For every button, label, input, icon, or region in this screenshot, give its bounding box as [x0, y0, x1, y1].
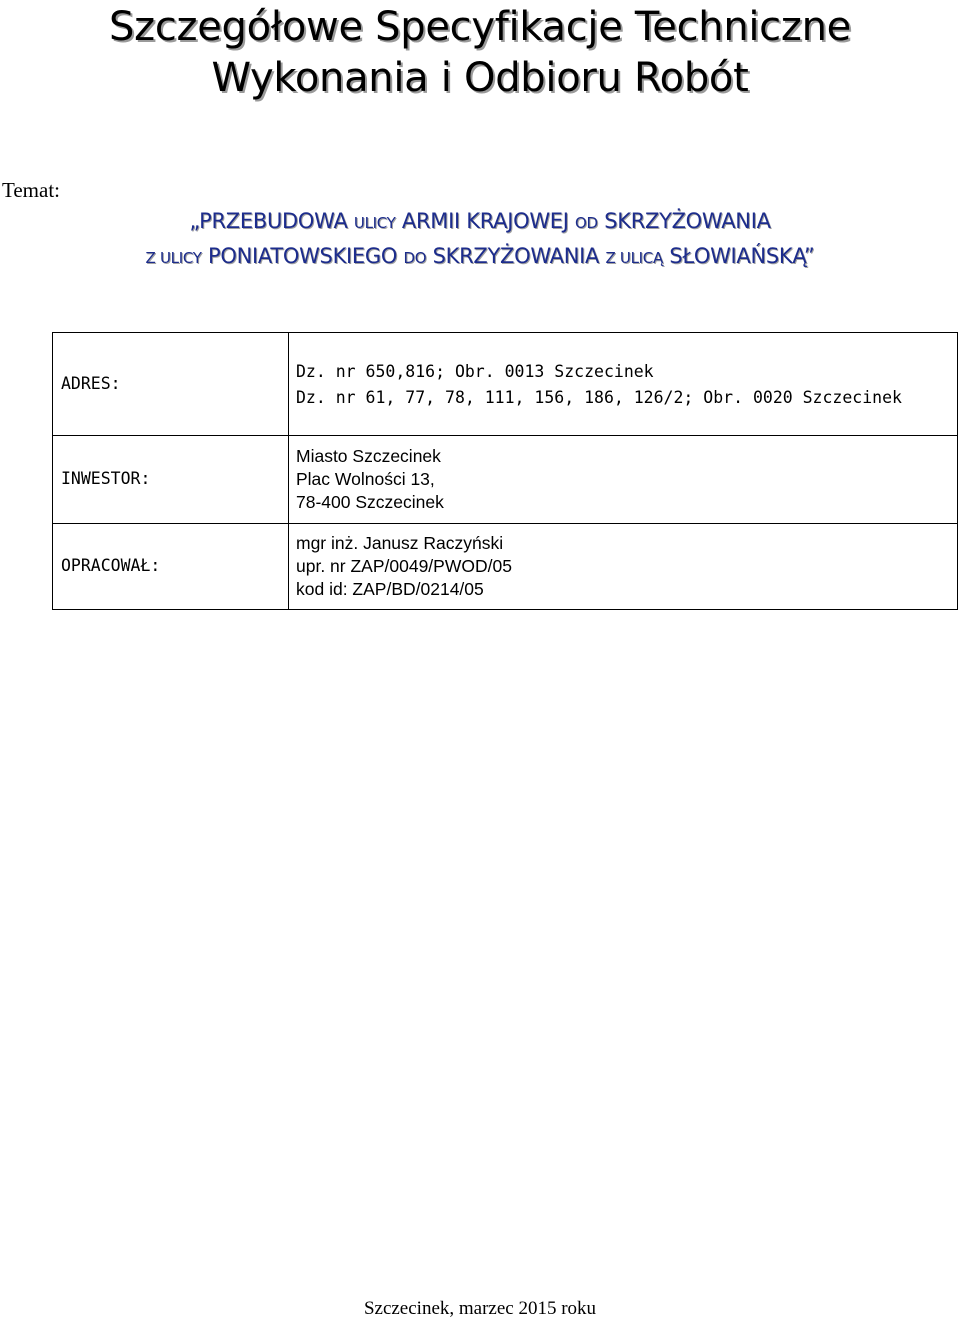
investor-line-2: Plac Wolności 13, [296, 469, 435, 489]
topic-text: ARMII KRAJOWEJ [395, 209, 576, 233]
document-title-line-1: Szczegółowe Specyfikacje Techniczne [109, 4, 851, 50]
project-info-table [52, 332, 958, 610]
topic-label: Temat: [2, 178, 61, 202]
table-column-divider [288, 333, 289, 609]
address-line-2: Dz. nr 61, 77, 78, 111, 156, 186, 126/2; Obr. 0020 Szczecinek [296, 388, 902, 407]
topic-text-small: ULICY [353, 214, 396, 232]
investor-line-1: Miasto Szczecinek [296, 446, 441, 466]
investor-line-3: 78-400 Szczecinek [296, 492, 444, 512]
topic-text: SŁOWIAŃSKĄ” [662, 244, 815, 268]
table-row-divider [53, 435, 957, 436]
project-topic-line-2 [0, 240, 960, 275]
address-line-1: Dz. nr 650,816; Obr. 0013 Szczecinek [296, 362, 654, 381]
author-name: mgr inż. Janusz Raczyński [296, 533, 504, 553]
topic-text-small: OD [575, 214, 598, 232]
table-row-divider [53, 523, 957, 524]
project-topic [0, 205, 960, 275]
topic-text: PONIATOWSKIEGO [201, 244, 404, 268]
project-topic-line-1 [0, 205, 960, 240]
place-and-date: Szczecinek, marzec 2015 roku [363, 1298, 597, 1319]
topic-text-small: Z ULICĄ [605, 249, 663, 267]
address-label: ADRES: [61, 374, 121, 393]
topic-text: „PRZEBUDOWA [189, 209, 354, 233]
investor-label: INWESTOR: [61, 469, 151, 488]
author-license: upr. nr ZAP/0049/PWOD/05 [296, 556, 512, 576]
topic-text-small: Z ULICY [145, 249, 202, 267]
topic-text: SKRZYŻOWANIA [426, 244, 606, 268]
topic-text: SKRZYŻOWANIA [597, 209, 771, 233]
topic-text-small: DO [403, 249, 427, 267]
document-title-line-2: Wykonania i Odbioru Robót [211, 55, 749, 101]
prepared-by-label: OPRACOWAŁ: [61, 556, 161, 575]
document-title [0, 2, 960, 104]
author-id-code: kod id: ZAP/BD/0214/05 [296, 579, 484, 599]
